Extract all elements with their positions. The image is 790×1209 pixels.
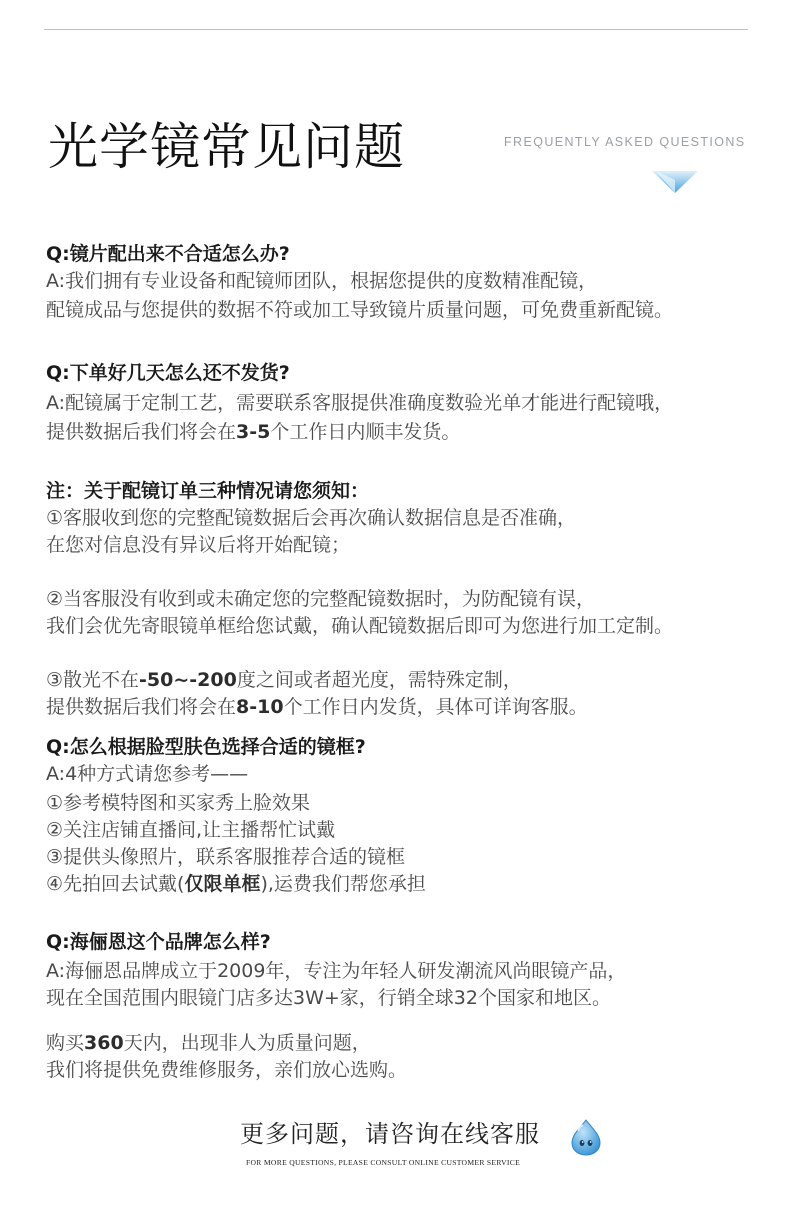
faq-section-brand bbox=[46, 929, 626, 1084]
faq-question: Q:怎么根据脸型肤色选择合适的镜框? bbox=[46, 736, 366, 758]
text-part: 个工作日内发货，具体可详询客服。 bbox=[283, 696, 588, 718]
faq-answer-line: A:4种方式请您参考—— bbox=[46, 763, 249, 785]
warranty-line: 我们将提供免费维修服务，亲们放心选购。 bbox=[46, 1059, 408, 1081]
faq-section-shipping bbox=[46, 360, 673, 446]
notice-item-line: 我们会优先寄眼镜单框给您试戴，确认配镜数据后即可为您进行加工定制。 bbox=[46, 615, 674, 637]
faq-answer-line bbox=[46, 419, 673, 446]
text-part: 天内，出现非人为质量问题， bbox=[123, 1032, 371, 1054]
faq-question: Q:下单好几天怎么还不发货? bbox=[46, 362, 290, 384]
frame-option: ②关注店铺直播间,让主播帮忙试戴 bbox=[46, 819, 336, 841]
page-subtitle-en: FREQUENTLY ASKED QUESTIONS bbox=[504, 135, 746, 149]
faq-answer-line: A:配镜属于定制工艺，需要联系客服提供准确度数验光单才能进行配镜哦， bbox=[46, 392, 674, 414]
faq-question: Q:海俪恩这个品牌怎么样? bbox=[46, 931, 271, 953]
faq-section-lens-fit bbox=[46, 241, 673, 324]
text-part: 购买 bbox=[46, 1032, 85, 1054]
contact-service-prompt: 更多问题，请咨询在线客服 bbox=[240, 1120, 540, 1148]
text-part: 度之间或者超光度，需特殊定制， bbox=[236, 669, 522, 691]
astigmatism-range: -50~-200 bbox=[139, 669, 237, 691]
notice-item-line: 在您对信息没有异议后将开始配镜； bbox=[46, 534, 351, 556]
frame-option bbox=[46, 871, 426, 898]
contact-service-prompt-en: FOR MORE QUESTIONS, PLEASE CONSULT ONLINE CUSTOMER SERVICE bbox=[246, 1158, 521, 1167]
days-range: 8-10 bbox=[236, 696, 284, 718]
text-part: 提供数据后我们将会在 bbox=[46, 421, 237, 443]
faq-section-frame-choice bbox=[46, 734, 426, 898]
down-arrow-icon bbox=[652, 170, 698, 194]
text-part: ),运费我们帮您承担 bbox=[260, 873, 426, 895]
frame-only-note: 仅限单框 bbox=[184, 873, 261, 895]
faq-answer-line: 现在全国范围内眼镜门店多达3W+家，行销全球32个国家和地区。 bbox=[46, 987, 611, 1009]
notice-item-line bbox=[46, 667, 673, 694]
faq-answer-line: 配镜成品与您提供的数据不符或加工导致镜片质量问题，可免费重新配镜。 bbox=[46, 299, 674, 321]
text-part: ④先拍回去试戴( bbox=[46, 873, 185, 895]
notice-item-line: ①客服收到您的完整配镜数据后会再次确认数据信息是否准确， bbox=[46, 507, 577, 529]
warranty-days: 360 bbox=[84, 1032, 124, 1054]
frame-option: ③提供头像照片，联系客服推荐合适的镜框 bbox=[46, 846, 406, 868]
text-part: ③散光不在 bbox=[46, 669, 140, 691]
faq-answer-line: A:海俪恩品牌成立于2009年，专注为年轻人研发潮流风尚眼镜产品， bbox=[46, 960, 627, 982]
notice-title: 注：关于配镜订单三种情况请您须知： bbox=[46, 480, 370, 502]
faq-answer-line: A:我们拥有专业设备和配镜师团队，根据您提供的度数精准配镜， bbox=[46, 270, 598, 292]
top-divider bbox=[44, 29, 748, 30]
notice-item-line bbox=[46, 694, 673, 721]
page-title: 光学镜常见问题 bbox=[48, 118, 405, 176]
frame-option: ①参考模特图和买家秀上脸效果 bbox=[46, 792, 311, 814]
days-range: 3-5 bbox=[236, 421, 271, 443]
faq-question: Q:镜片配出来不合适怎么办? bbox=[46, 243, 290, 265]
water-drop-mascot-icon[interactable] bbox=[567, 1117, 605, 1157]
text-part: 提供数据后我们将会在 bbox=[46, 696, 237, 718]
order-notice-section bbox=[46, 478, 673, 721]
text-part: 个工作日内顺丰发货。 bbox=[270, 421, 461, 443]
notice-item-line: ②当客服没有收到或未确定您的完整配镜数据时，为防配镜有误， bbox=[46, 588, 596, 610]
warranty-line bbox=[46, 1030, 626, 1057]
